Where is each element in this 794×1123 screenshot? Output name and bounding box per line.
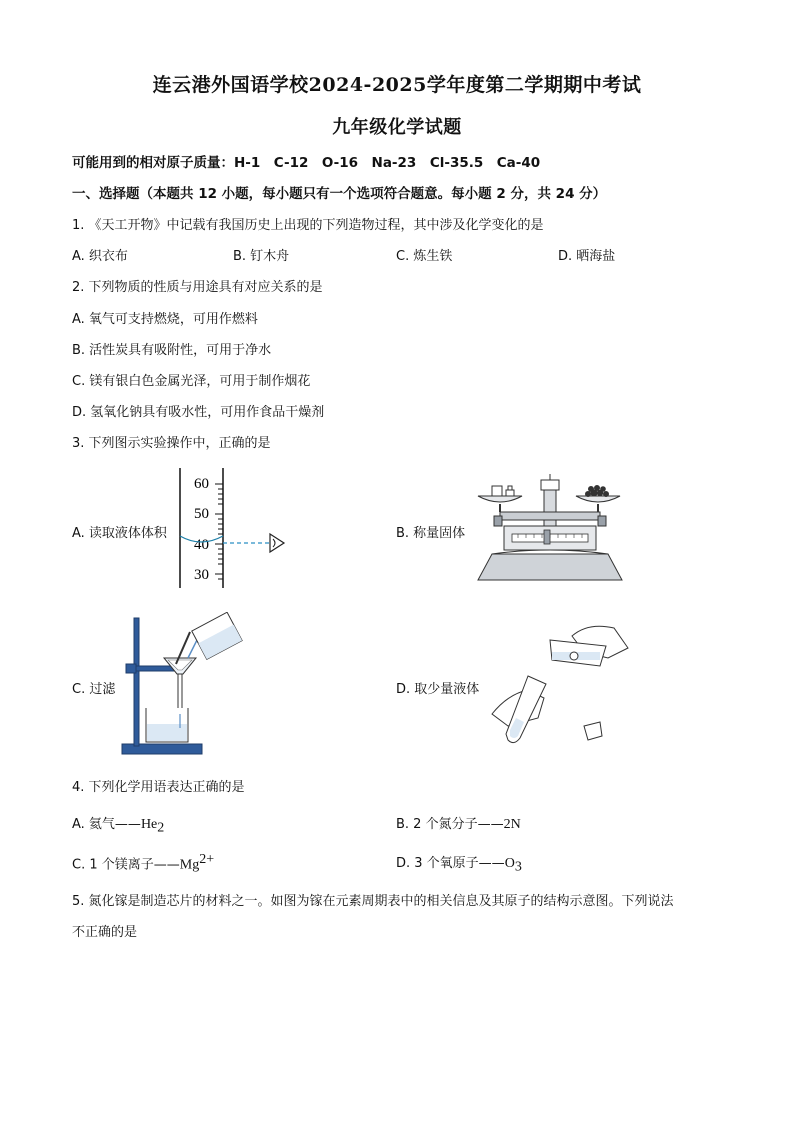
pour-liquid-figure: [488, 618, 638, 750]
q4-option-c-formula: Mg: [179, 857, 200, 873]
q4-option-d-subscript: 3: [514, 859, 522, 875]
q4-option-a: [72, 813, 164, 837]
q5-stem-line1: 5. 氮化镓是制造芯片的材料之一。如图为镓在元素周期表中的相关信息及其原子的结构示意图。下列说法: [72, 894, 674, 909]
q2-option-a: A. 氧气可支持燃烧，可用作燃料: [72, 312, 258, 327]
q4-stem: 4. 下列化学用语表达正确的是: [72, 780, 245, 795]
q4-option-d-formula: O: [504, 856, 515, 871]
q4-option-b-text: B. 2 个氮分子——: [396, 817, 504, 832]
cylinder-mark-40: 40: [194, 537, 209, 553]
q1-option-c: C. 炼生铁: [396, 249, 453, 264]
q1-stem: 1. 《天工开物》中记载有我国历史上出现的下列造物过程，其中涉及化学变化的是: [72, 218, 544, 233]
q4-option-a-subscript: 2: [157, 820, 165, 836]
q5-stem-line2: 不正确的是: [72, 925, 138, 940]
q3-option-c: C. 过滤: [72, 682, 116, 697]
cylinder-mark-60: 60: [194, 476, 209, 492]
exam-subtitle: 九年级化学试题: [332, 117, 462, 138]
q2-option-b: B. 活性炭具有吸附性，可用于净水: [72, 343, 272, 358]
exam-title: 连云港外国语学校2024-2025学年度第二学期期中考试: [152, 74, 642, 96]
balance-scale-figure: [470, 474, 630, 584]
q4-option-c-text: C. 1 个镁离子——: [72, 857, 180, 873]
q2-option-d: D. 氢氧化钠具有吸水性，可用作食品干燥剂: [72, 405, 325, 420]
atomic-masses: 可能用到的相对原子质量：H-1 C-12 O-16 Na-23 Cl-35.5 Ca-40: [72, 155, 541, 171]
filtration-figure: [116, 612, 246, 758]
section-heading: 一、选择题（本题共 12 小题，每小题只有一个选项符合题意。每小题 2 分，共 24 分）: [72, 186, 607, 202]
cylinder-mark-30: 30: [194, 567, 209, 583]
q1-option-b: B. 钉木舟: [233, 249, 290, 264]
q3-option-d: D. 取少量液体: [396, 682, 480, 697]
cylinder-mark-50: 50: [194, 506, 209, 522]
q4-option-b-formula: 2N: [503, 817, 521, 832]
q1-option-a: A. 织衣布: [72, 249, 128, 264]
q4-option-c: [72, 852, 214, 873]
q4-option-c-superscript: 2+: [199, 852, 215, 867]
q4-option-a-formula: He: [140, 817, 158, 832]
q2-option-c: C. 镁有银白色金属光泽，可用于制作烟花: [72, 374, 311, 389]
q3-stem: 3. 下列图示实验操作中，正确的是: [72, 436, 271, 451]
q4-option-d: [396, 852, 522, 876]
q3-option-a: A. 读取液体体积: [72, 526, 167, 541]
q2-stem: 2. 下列物质的性质与用途具有对应关系的是: [72, 280, 323, 295]
q3-option-b: B. 称量固体: [396, 526, 466, 541]
q1-option-d: D. 晒海盐: [558, 249, 616, 264]
q4-option-a-text: A. 氦气——: [72, 817, 141, 832]
q4-option-d-text: D. 3 个氧原子——: [396, 856, 505, 871]
q4-option-b: [396, 813, 521, 833]
graduated-cylinder-figure: [170, 466, 290, 590]
